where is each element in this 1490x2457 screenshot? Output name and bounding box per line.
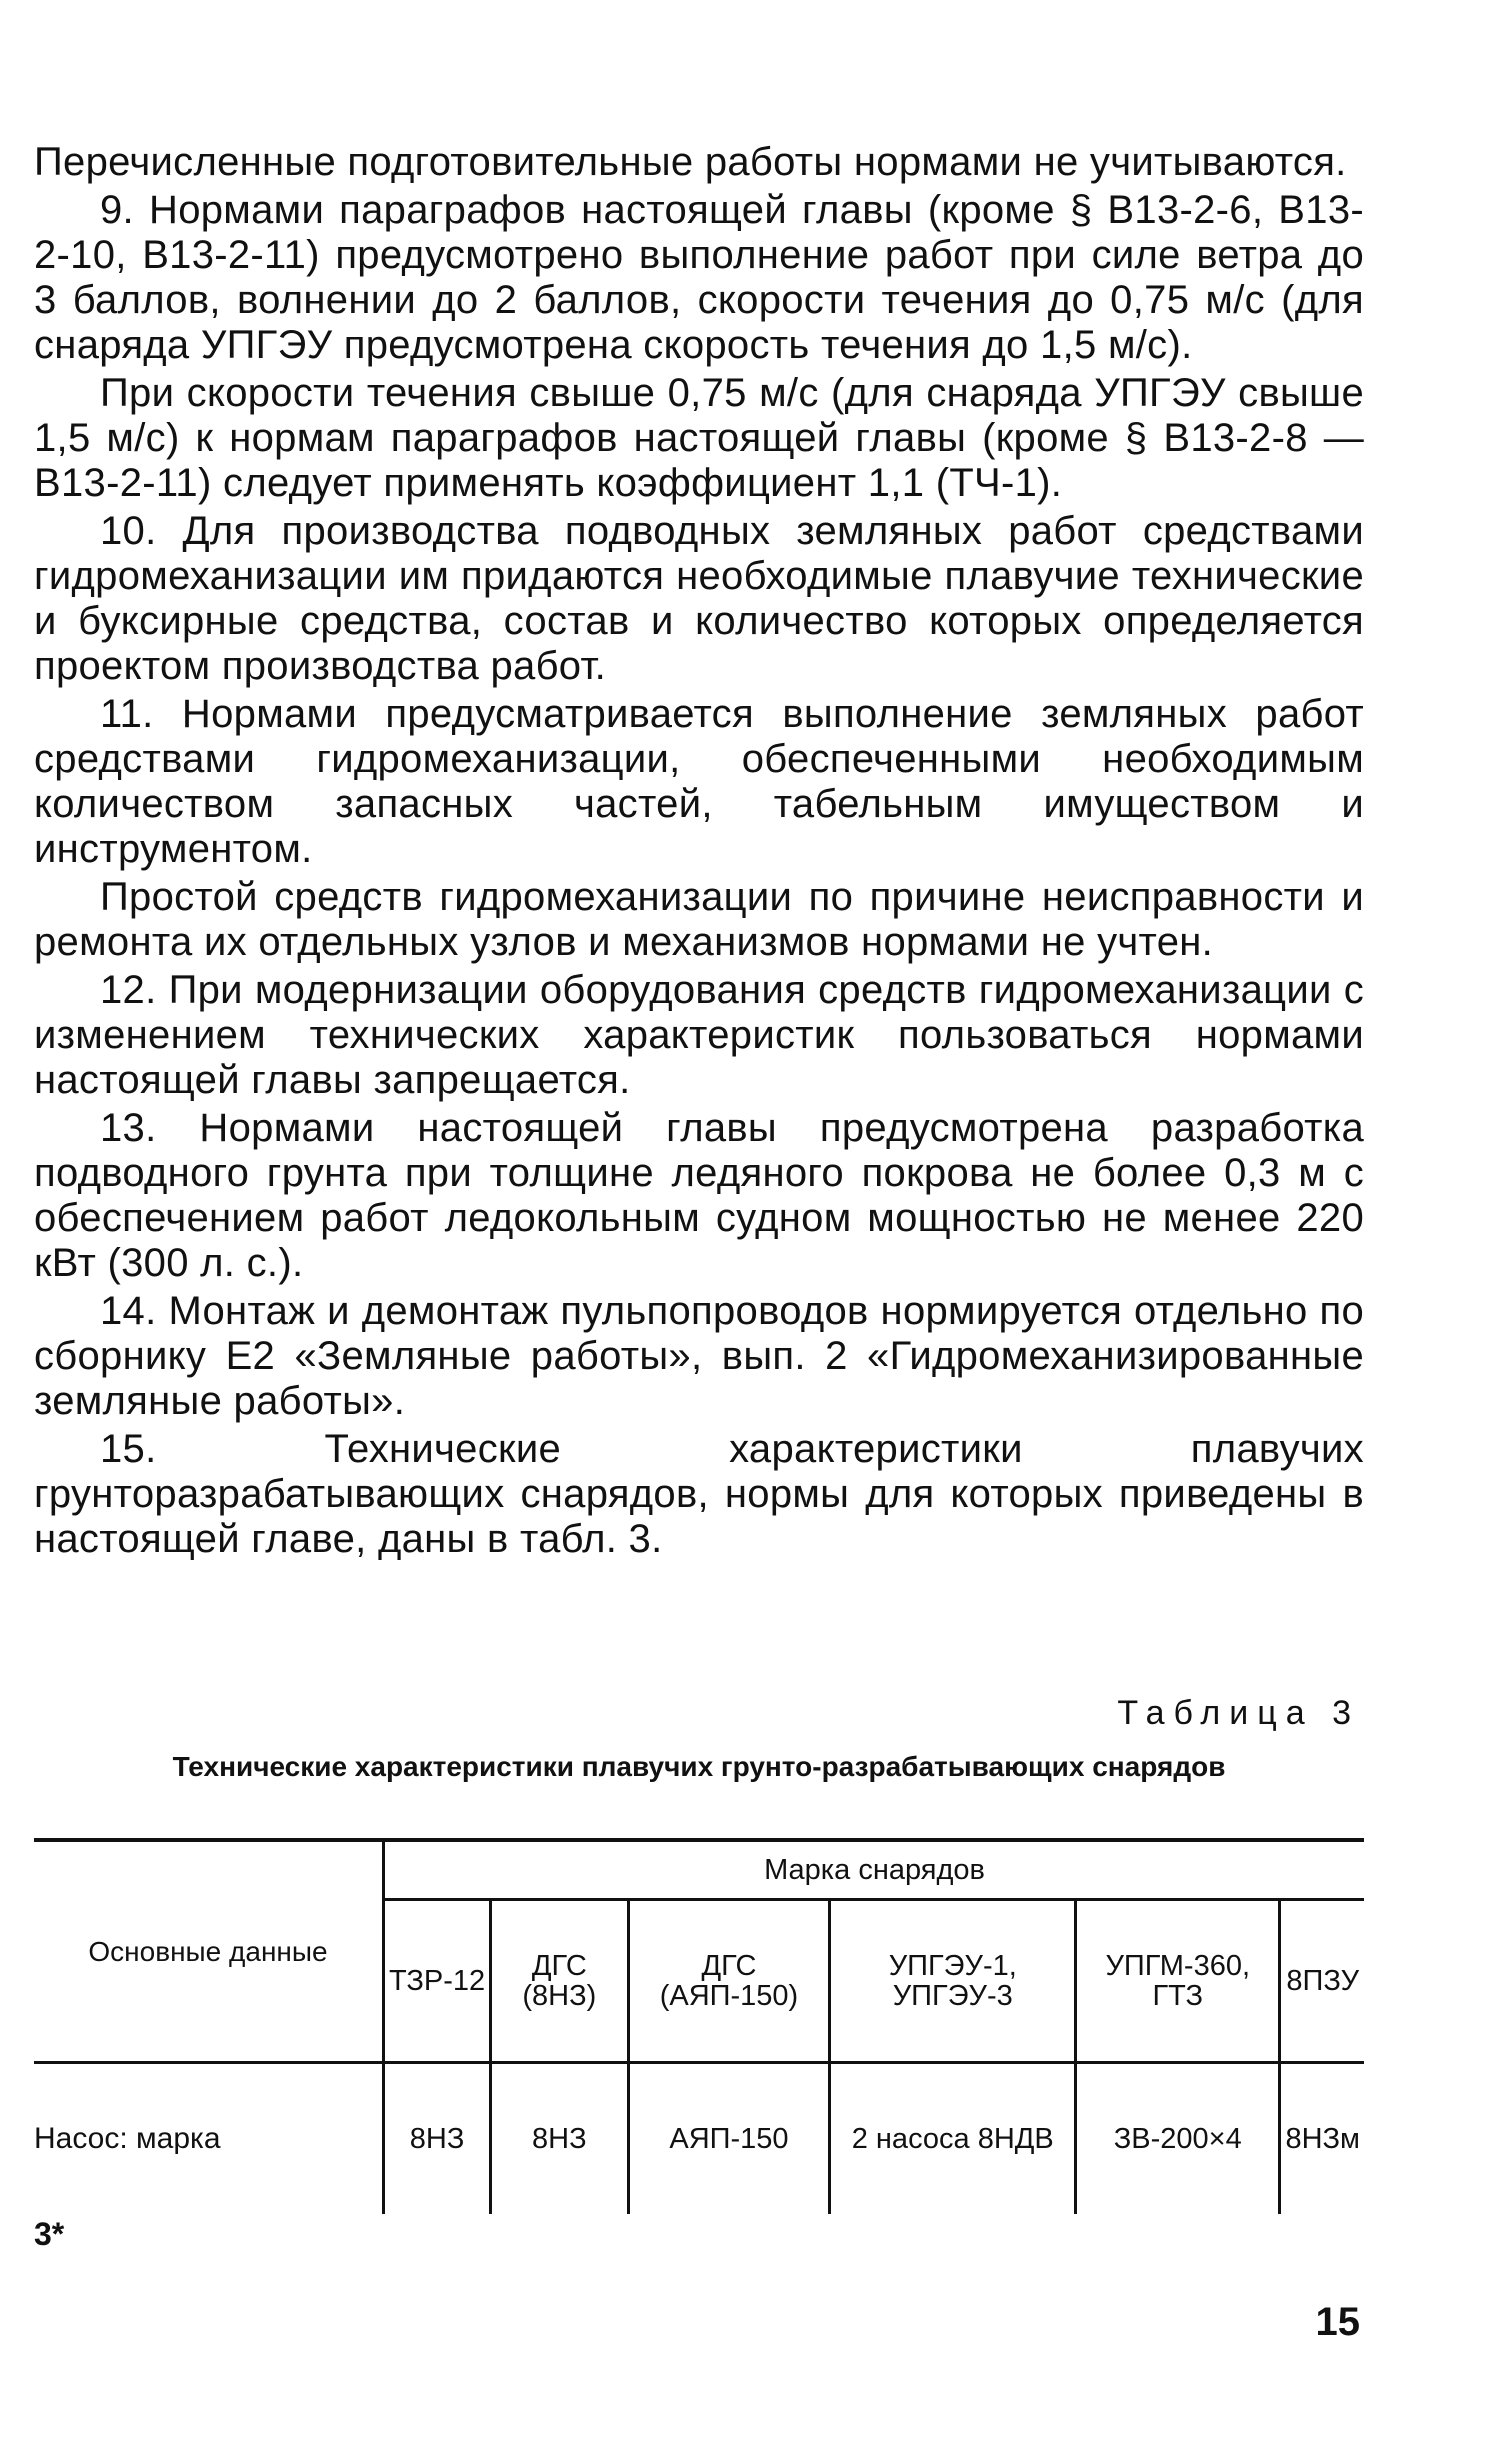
paragraph: 11. Нормами предусматривается выполнение земляных работ средствами гидромеханизации, обеспеченными необходимым количеством запасных частей, табельным имуществом и инструментом. (34, 692, 1364, 871)
table-cell: 8НЗм (1280, 2063, 1364, 2215)
paragraph: Перечисленные подготовительные работы нормами не учитываются. (34, 140, 1347, 184)
paragraph: 12. При модернизации оборудования средств гидромеханизации с изменением технических характеристик пользоваться нормами настоящей главы запрещается. (34, 968, 1364, 1102)
paragraph: 13. Нормами настоящей главы предусмотрена разработка подводного грунта при толщине ледяного покрова не более 0,3 м с обеспечением работ ледокольным судном мощностью не менее 220 кВт (300 л. с.). (34, 1106, 1364, 1285)
column-header: 8ПЗУ (1280, 1900, 1364, 2063)
paragraph: 10. Для производства подводных земляных работ средствами гидромеханизации им придаются необходимые плавучие технические и буксирные средства, состав и количество которых определяется проектом производства работ. (34, 509, 1364, 688)
column-header: ТЗР-12 (384, 1900, 491, 2063)
column-header: ДГС (8НЗ) (491, 1900, 628, 2063)
paragraph: 9. Нормами параграфов настоящей главы (кроме § В13-2-6, В13-2-10, В13-2-11) предусмотрено выполнение работ при силе ветра до 3 баллов, волнении до 2 баллов, скорости течения до 0,75 м/с (для снаряда УПГЭУ предусмотрена скорость течения до 1,5 м/с). (34, 188, 1364, 367)
table-cell: АЯП-150 (628, 2063, 830, 2215)
paragraph: При скорости течения свыше 0,75 м/с (для снаряда УПГЭУ свыше 1,5 м/с) к нормам параграфов настоящей главы (кроме § В13-2-8 — В13-2-11) следует применять коэффициент 1,1 (ТЧ-1). (34, 371, 1364, 505)
paragraph: 15. Технические характеристики плавучих грунторазрабатывающих снарядов, нормы для которых приведены в настоящей главе, даны в табл. 3. (34, 1427, 1364, 1561)
paragraph: Простой средств гидромеханизации по причине неисправности и ремонта их отдельных узлов и механизмов нормами не учтен. (34, 875, 1364, 964)
table-cell: 2 насоса 8НДВ (830, 2063, 1076, 2215)
paragraph: 14. Монтаж и демонтаж пульпопроводов нормируется отдельно по сборнику Е2 «Земляные работы», вып. 2 «Гидромеханизированные земляные работы». (34, 1289, 1364, 1423)
table-cell: ЗВ-200×4 (1076, 2063, 1280, 2215)
group-header: Марка снарядов (384, 1840, 1365, 1900)
table-label: Таблица 3 (1117, 1694, 1360, 1732)
row-header: Основные данные (34, 1840, 384, 2063)
specs-table (34, 1838, 1364, 2214)
page-number: 15 (1315, 2300, 1360, 2344)
body-text (34, 140, 1364, 1565)
table-cell: 8НЗ (384, 2063, 491, 2215)
table-title: Технические характеристики плавучих грунто-разрабатывающих снарядов (172, 1751, 1226, 1782)
column-header: УПГЭУ-1, УПГЭУ-3 (830, 1900, 1076, 2063)
table-row (34, 2063, 1364, 2215)
column-header: ДГС (АЯП-150) (628, 1900, 830, 2063)
table-cell: 8НЗ (491, 2063, 628, 2215)
signature-mark: 3* (34, 2216, 65, 2252)
row-label: Насос: марка (34, 2122, 221, 2155)
column-header: УПГМ-360, ГТЗ (1076, 1900, 1280, 2063)
